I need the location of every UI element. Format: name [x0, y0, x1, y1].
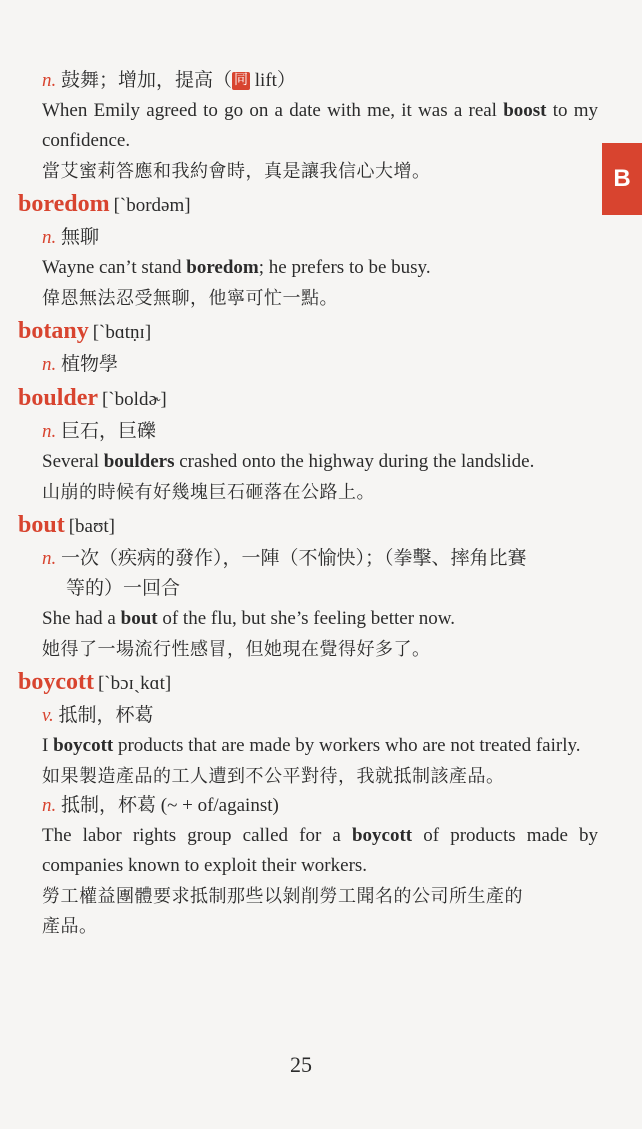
example-keyword: bout [120, 608, 158, 629]
boost-sense-zh: 鼓舞；增加，提高（ [61, 70, 233, 91]
boycott-sense-noun [18, 791, 598, 821]
entry-boulder [18, 382, 598, 417]
bout-sense-cont: 等的）一回合 [66, 578, 181, 599]
boost-sense [18, 66, 598, 96]
example-keyword: boycott [351, 825, 413, 846]
example-text: crashed onto the highway during the landslide. [174, 451, 535, 472]
sense-zh: 一次（疾病的發作），一陣（不愉快）；（拳擊、摔角比賽 [61, 548, 527, 569]
part-of-speech: n. [42, 354, 57, 375]
pronunciation: [ˋbɔɪˏkɑt] [97, 673, 172, 694]
sense-zh: 抵制，杯葛 [58, 705, 154, 726]
part-of-speech: n. [42, 795, 57, 816]
boulder-example [18, 447, 598, 477]
example-text: ; he prefers to be busy. [258, 257, 431, 278]
sense-zh: 抵制，杯葛 (~ + of/against) [61, 795, 279, 816]
sense-zh: 植物學 [61, 354, 119, 375]
pronunciation: [ˋbɑtṇɪ] [92, 322, 152, 343]
headword: boredom [18, 191, 110, 217]
boycott-example-verb [18, 731, 598, 761]
entry-botany [18, 315, 598, 350]
part-of-speech: n. [42, 421, 57, 442]
example-keyword: boulders [103, 451, 175, 472]
entry-bout [18, 509, 598, 544]
pronunciation: [baʊt] [68, 516, 115, 537]
boycott-translation-verb: 如果製造產品的工人遭到不公平對待，我就抵制該產品。 [42, 766, 505, 786]
bout-translation: 她得了一場流行性感冒，但她現在覺得好多了。 [42, 639, 431, 659]
example-text: Wayne can’t stand [42, 257, 187, 278]
example-text: The labor rights group called for a [42, 825, 352, 846]
boycott-sense-verb [18, 701, 598, 731]
example-text: of products made by companies known to exploit their workers. [42, 825, 599, 876]
boost-example [18, 96, 598, 156]
boredom-sense [18, 223, 598, 253]
bout-sense [18, 544, 598, 574]
part-of-speech: v. [42, 705, 54, 726]
example-text: She had a [42, 608, 121, 629]
boycott-translation-noun: 勞工權益團體要求抵制那些以剝削勞工聞名的公司所生產的 [42, 886, 523, 906]
example-text: Several [42, 451, 104, 472]
boredom-example [18, 253, 598, 283]
part-of-speech: n. [42, 548, 57, 569]
example-text: to my confidence. [42, 100, 599, 151]
part-of-speech: n. [42, 227, 57, 248]
example-text: of the flu, but she’s feeling better now. [157, 608, 456, 629]
example-keyword: boredom [186, 257, 259, 278]
example-text: When Emily agreed to go on a date with me, it was a real [42, 100, 504, 121]
pronunciation: [ˋbordəm] [113, 195, 191, 216]
sense-zh: 巨石，巨礫 [61, 421, 157, 442]
boost-pos: n. [42, 70, 57, 91]
dictionary-page-content [18, 66, 598, 941]
boulder-sense [18, 417, 598, 447]
headword: bout [18, 512, 65, 538]
boredom-translation: 偉恩無法忍受無聊，他寧可忙一點。 [42, 288, 338, 308]
example-keyword: boost [503, 100, 547, 121]
boost-translation: 當艾蜜莉答應和我約會時，真是讓我信心大增。 [42, 161, 431, 181]
section-letter-tab: B [602, 143, 642, 215]
synonym-badge: 同 [234, 73, 249, 88]
botany-sense [18, 350, 598, 380]
example-keyword: boycott [53, 735, 114, 756]
entry-boredom [18, 188, 598, 223]
example-text: products that are made by workers who are not treated fairly. [113, 735, 581, 756]
boycott-example-noun [18, 821, 598, 881]
boycott-translation-noun-cont: 產品。 [42, 916, 98, 936]
boulder-translation: 山崩的時候有好幾塊巨石砸落在公路上。 [42, 482, 375, 502]
pronunciation: [ˋboldɚ] [102, 389, 167, 410]
page-number: 25 [290, 1052, 312, 1077]
headword: botany [18, 318, 89, 344]
headword: boulder [18, 385, 99, 411]
headword: boycott [18, 669, 94, 695]
sense-zh: 無聊 [61, 227, 100, 248]
boost-synonym: lift） [250, 70, 296, 91]
bout-example [18, 604, 598, 634]
entry-boycott [18, 666, 598, 701]
example-text: I [42, 735, 54, 756]
